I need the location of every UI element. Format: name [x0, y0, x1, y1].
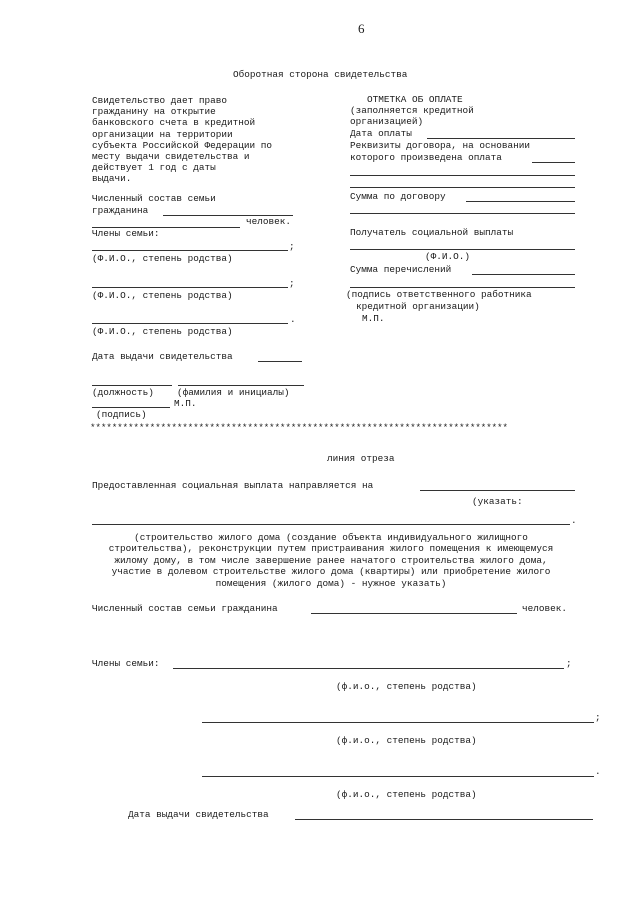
page-number: 6: [358, 21, 365, 36]
recipient-label: Получатель социальной выплаты: [350, 227, 514, 238]
contract-label-2: которого произведена оплата: [350, 152, 502, 163]
star-separator: *****************************************************************************: [90, 422, 508, 433]
member-line-1[interactable]: [92, 250, 288, 251]
bottom-members-label: Члены семьи:: [92, 658, 160, 669]
signature-line[interactable]: [92, 407, 170, 408]
bottom-persons-label: человек.: [522, 603, 568, 614]
recipient-fio-caption: (Ф.И.О.): [425, 251, 471, 262]
name-line[interactable]: [178, 385, 304, 386]
payment-directed-label: Предоставленная социальная выплата направляется на: [92, 480, 374, 491]
issue-date-line[interactable]: [258, 361, 302, 362]
contract-sum-label: Сумма по договору: [350, 191, 446, 202]
bottom-family-count-line[interactable]: [311, 613, 517, 614]
bank-signature-caption-2: кредитной организации): [356, 301, 480, 312]
bottom-member-caption-2: (ф.и.о., степень родства): [336, 735, 477, 746]
payment-directed-line[interactable]: [420, 490, 575, 491]
member-caption-3: (Ф.И.О., степень родства): [92, 326, 233, 337]
specify-label: (указать:: [472, 496, 523, 507]
bank-signature-caption-1: (подпись ответственного работника: [346, 289, 532, 300]
payment-date-label: Дата оплаты: [350, 128, 412, 139]
member-caption-2: (Ф.И.О., степень родства): [92, 290, 233, 301]
fill-note-2: организацией): [350, 116, 424, 127]
bottom-family-count-label: Численный состав семьи гражданина: [92, 603, 278, 614]
member-semicolon-2: ;: [289, 278, 295, 289]
transfer-sum-line-2[interactable]: [350, 287, 575, 288]
member-period: .: [290, 314, 296, 325]
recipient-line[interactable]: [350, 249, 575, 250]
contract-line-3[interactable]: [350, 187, 575, 188]
family-count-label-2: гражданина: [92, 205, 149, 216]
name-caption: (фамилия и инициалы): [177, 387, 290, 398]
purpose-options: (строительство жилого дома (создание объекта индивидуального жилищного строительства), реконструкции путем пристраивания жилого помещения к имеющемуся жилому дому, в том числе завершение ранее начатого строительства жилого дома, участие в долевом строительстве жилого дома (квартиры) или приобретение жилого помещения (жилого дома) - нужное указать): [108, 532, 554, 589]
bottom-member-line-1[interactable]: [173, 668, 564, 669]
payment-mark-title: ОТМЕТКА ОБ ОПЛАТЕ: [367, 94, 463, 105]
fill-note-1: (заполняется кредитной: [350, 105, 474, 116]
bottom-member-period: .: [595, 766, 601, 777]
bottom-member-semicolon-2: ;: [595, 712, 601, 723]
transfer-sum-label: Сумма перечислений: [350, 264, 452, 275]
member-caption-1: (Ф.И.О., степень родства): [92, 253, 233, 264]
family-count-label-1: Численный состав семьи: [92, 193, 216, 204]
member-line-3[interactable]: [92, 323, 288, 324]
member-semicolon-1: ;: [289, 241, 295, 252]
position-line[interactable]: [92, 385, 172, 386]
bottom-member-semicolon-1: ;: [566, 658, 572, 669]
bottom-member-caption-3: (ф.и.о., степень родства): [336, 789, 477, 800]
purpose-period: .: [571, 515, 577, 526]
certificate-intro: Свидетельство дает право гражданину на открытие банковского счета в кредитной организации на территории субъекта Российской Федерации по месту выдачи свидетельства и действует 1 год с даты выдачи.: [92, 95, 273, 185]
contract-label-1: Реквизиты договора, на основании: [350, 140, 531, 151]
contract-sum-line-2[interactable]: [350, 213, 575, 214]
contract-sum-line[interactable]: [466, 201, 575, 202]
persons-label: человек.: [246, 216, 292, 227]
bottom-member-line-3[interactable]: [202, 776, 594, 777]
page-header: Оборотная сторона свидетельства: [233, 69, 408, 80]
members-label: Члены семьи:: [92, 228, 160, 239]
payment-date-line[interactable]: [427, 138, 575, 139]
cut-line-label: линия отреза: [327, 453, 395, 464]
bottom-issue-date-line[interactable]: [295, 819, 593, 820]
transfer-sum-line[interactable]: [472, 274, 575, 275]
bottom-member-caption-1: (ф.и.о., степень родства): [336, 681, 477, 692]
member-line-2[interactable]: [92, 287, 288, 288]
bottom-member-line-2[interactable]: [202, 722, 594, 723]
purpose-line[interactable]: [92, 524, 570, 525]
signature-caption: (подпись): [96, 409, 147, 420]
left-stamp: М.П.: [174, 398, 197, 409]
right-stamp: М.П.: [362, 313, 385, 324]
contract-line-1[interactable]: [532, 162, 575, 163]
bottom-issue-date-label: Дата выдачи свидетельства: [128, 809, 269, 820]
contract-line-2[interactable]: [350, 175, 575, 176]
position-caption: (должность): [92, 387, 154, 398]
issue-date-label: Дата выдачи свидетельства: [92, 351, 233, 362]
